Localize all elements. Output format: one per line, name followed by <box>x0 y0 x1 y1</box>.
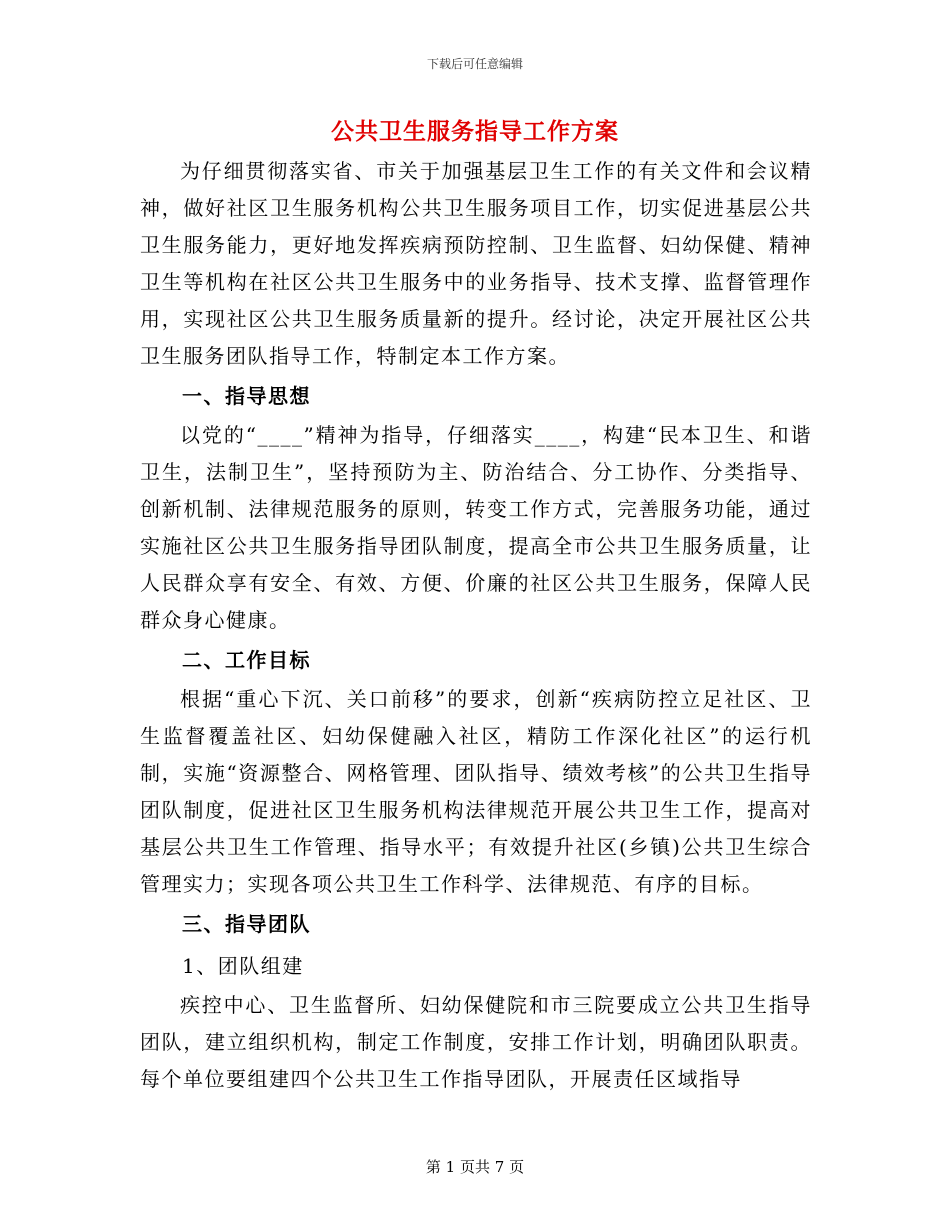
page-number-footer: 第 1 页共 7 页 <box>425 1158 525 1176</box>
section-heading-guidance-team: 三、指导团队 <box>182 912 311 936</box>
section-paragraph-guiding-ideology: 以党的“____”精神为指导，仔细落实____，构建“民本卫生、和谐卫生，法制卫生”，坚持预防为主、防治结合、分工协作、分类指导、创新机制、法律规范服务的原则，转变工作方式，完善服务功能，通过实施社区公共卫生服务指导团队制度，提高全市公共卫生服务质量，让人民群众享有安全、有效、方便、价廉的社区公共卫生服务，保障人民群众身心健康。 <box>140 423 812 632</box>
section-heading-work-goals: 二、工作目标 <box>182 648 311 672</box>
section-heading-guiding-ideology: 一、指导思想 <box>182 384 311 408</box>
document-body <box>140 153 812 1098</box>
header-note: 下载后可任意编辑 <box>426 57 523 71</box>
document-title: 公共卫生服务指导工作方案 <box>331 118 619 145</box>
intro-paragraph: 为仔细贯彻落实省、市关于加强基层卫生工作的有关文件和会议精神，做好社区卫生服务机构公共卫生服务项目工作，切实促进基层公共卫生服务能力，更好地发挥疾病预防控制、卫生监督、妇幼保健、精神卫生等机构在社区公共卫生服务中的业务指导、技术支撑、监督管理作用，实现社区公共卫生服务质量新的提升。经讨论，决定开展社区公共卫生服务团队指导工作，特制定本工作方案。 <box>140 159 812 368</box>
section-paragraph-work-goals: 根据“重心下沉、关口前移”的要求，创新“疾病防控立足社区、卫生监督覆盖社区、妇幼保健融入社区，精防工作深化社区”的运行机制，实施“资源整合、网格管理、团队指导、绩效考核”的公共卫生指导团队制度，促进社区卫生服务机构法律规范开展公共卫生工作，提高对基层公共卫生工作管理、指导水平；有效提升社区(乡镇)公共卫生综合管理实力；实现各项公共卫生工作科学、法律规范、有序的目标。 <box>140 687 812 896</box>
subsection-heading-team-formation: 1、团队组建 <box>182 954 304 978</box>
section-paragraph-team-formation: 疾控中心、卫生监督所、妇幼保健院和市三院要成立公共卫生指导团队，建立组织机构，制定工作制度，安排工作计划，明确团队职责。每个单位要组建四个公共卫生工作指导团队，开展责任区域指导 <box>140 993 812 1091</box>
